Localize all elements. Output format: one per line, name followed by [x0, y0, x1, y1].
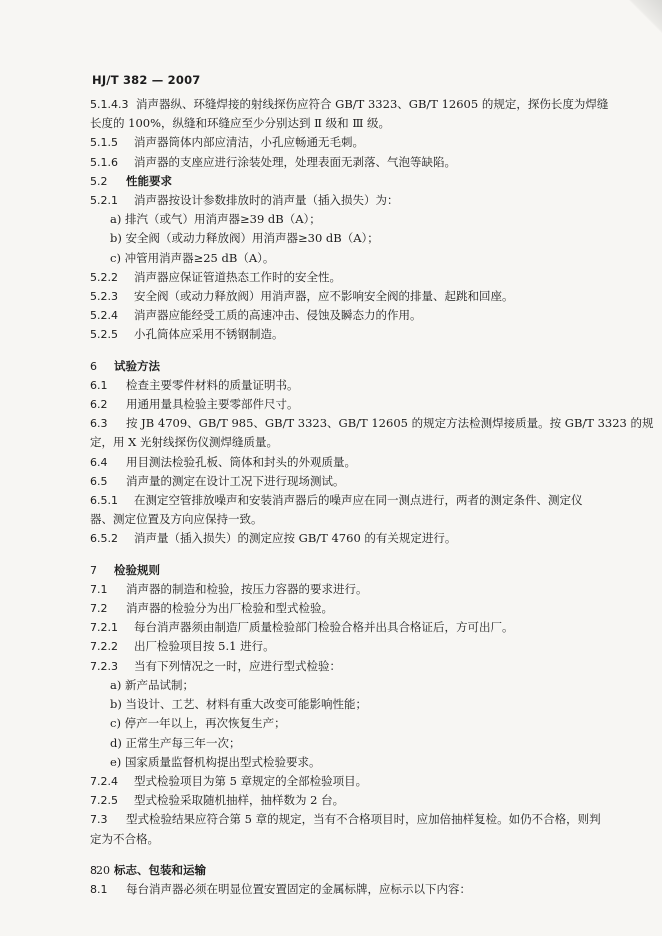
clause-continuation: [90, 114, 576, 133]
clause-text: 消声器纵、环缝焊接的射线探伤应符合 GB/T 3323、GB/T 12605 的规定，探伤长度为焊缝: [136, 97, 609, 111]
clause-text: 试验方法: [114, 358, 160, 373]
clause-text: 定为不合格。: [90, 831, 159, 846]
numbered-clause: [90, 599, 576, 618]
clause-number: 7.2.5: [90, 794, 118, 808]
clause-number: 5.2: [90, 174, 108, 188]
clause-number: 7.2.4: [90, 774, 118, 788]
standard-code-header: HJ/T 382 — 2007: [92, 73, 201, 87]
list-item: [90, 249, 576, 268]
clause-text: c) 冲管用消声器≥25 dB（A）。: [110, 250, 275, 265]
numbered-clause: [90, 287, 576, 306]
clause-text: 用通用量具检验主要零部件尺寸。: [126, 397, 299, 412]
numbered-clause: [90, 657, 576, 676]
clause-continuation: [90, 433, 576, 452]
clause-text: 标志、包装和运输: [114, 862, 206, 877]
list-item: [90, 753, 576, 772]
clause-text: a) 排汽（或气）用消声器≥39 dB（A）；: [110, 212, 321, 227]
clause-text: 检查主要零件材料的质量证明书。: [126, 377, 299, 392]
numbered-clause: [90, 453, 576, 472]
numbered-clause: [90, 268, 576, 287]
list-item: [90, 734, 576, 753]
clause-number: 5.2.2: [90, 270, 118, 284]
numbered-clause: [90, 414, 654, 433]
clause-continuation: [90, 830, 576, 849]
clause-text: 安全阀（或动力释放阀）用消声器，应不影响安全阀的排量、起跳和回座。: [134, 289, 514, 304]
clause-number: 8: [90, 863, 97, 877]
clause-number: 5.2.3: [90, 290, 118, 304]
clause-number: 6.2: [90, 398, 108, 412]
numbered-clause: [90, 618, 576, 637]
clause-continuation: [90, 510, 576, 529]
clause-number: 5.2.1: [90, 194, 118, 208]
clause-number: 7.2.1: [90, 621, 118, 635]
clause-text: 消声器按设计参数排放时的消声量（插入损失）为：: [134, 193, 399, 208]
numbered-clause: [90, 472, 576, 491]
clause-text: 型式检验项目为第 5 章规定的全部检验项目。: [134, 773, 368, 788]
numbered-clause: [90, 880, 576, 899]
clause-text: 消声器筒体内部应清洁，小孔应畅通无毛刺。: [134, 135, 364, 150]
numbered-clause: [90, 191, 576, 210]
clause-number: 7.1: [90, 582, 108, 596]
clause-text: a) 新产品试制；: [110, 677, 194, 692]
page-corner-fold: [628, 0, 662, 34]
clause-text: 型式检验结果应符合第 5 章的规定，当有不合格项目时，应加倍抽样复检。如仍不合格，则判: [126, 812, 601, 827]
numbered-clause: [90, 637, 576, 656]
clause-text: d) 正常生产每三年一次；: [110, 735, 241, 750]
clause-text: 消声器应保证管道热态工作时的安全性。: [134, 269, 341, 284]
clause-number: 7.2.3: [90, 659, 118, 673]
clause-number: 5.1.5: [90, 136, 118, 150]
numbered-clause: [90, 306, 576, 325]
clause-number: 7.3: [90, 813, 108, 827]
clause-text: 消声器的检验分为出厂检验和型式检验。: [126, 601, 333, 616]
clause-text: 消声器的制造和检验，按压力容器的要求进行。: [126, 581, 368, 596]
numbered-clause: [90, 772, 576, 791]
numbered-clause: [90, 95, 609, 114]
section-spacer: [90, 345, 576, 357]
section-heading: [90, 561, 576, 580]
section-spacer: [90, 849, 576, 861]
numbered-clause: [90, 153, 576, 172]
clause-text: 用目测法检验孔板、筒体和封头的外观质量。: [126, 454, 356, 469]
clause-text: 消声器应能经受工质的高速冲击、侵蚀及瞬态力的作用。: [134, 308, 422, 323]
section-spacer: [90, 549, 576, 561]
clause-number: 8.1: [90, 882, 108, 896]
clause-text: 每台消声器须由制造厂质量检验部门检验合格并出具合格证后，方可出厂。: [134, 620, 514, 635]
clause-text: 器、测定位置及方向应保持一致。: [90, 512, 263, 527]
document-body: [90, 95, 654, 899]
clause-number: 5.2.4: [90, 309, 118, 323]
numbered-clause: [90, 810, 601, 829]
clause-number: 7.2.2: [90, 640, 118, 654]
numbered-clause: [90, 395, 576, 414]
clause-number: 6: [90, 359, 97, 373]
clause-number: 5.1.4.3: [90, 98, 129, 111]
clause-text: 消声量的测定在设计工况下进行现场测试。: [126, 473, 345, 488]
page-number: 20: [96, 864, 110, 877]
clause-text: 检验规则: [114, 562, 160, 577]
clause-text: b) 当设计、工艺、材料有重大改变可能影响性能；: [110, 697, 368, 712]
clause-text: 小孔筒体应采用不锈钢制造。: [134, 327, 284, 342]
clause-number: 7.2: [90, 602, 108, 616]
subsection-heading: [90, 172, 576, 191]
numbered-clause: [90, 529, 576, 548]
numbered-clause: [90, 376, 576, 395]
clause-text: c) 停产一年以上，再次恢复生产；: [110, 716, 286, 731]
clause-text: 型式检验采取随机抽样，抽样数为 2 台。: [134, 793, 345, 808]
numbered-clause: [90, 491, 583, 510]
clause-text: 消声量（插入损失）的测定应按 GB/T 4760 的有关规定进行。: [134, 531, 457, 546]
clause-number: 5.2.5: [90, 328, 118, 342]
clause-number: 6.4: [90, 455, 108, 469]
numbered-clause: [90, 580, 576, 599]
list-item: [90, 714, 576, 733]
clause-text: 消声器的支座应进行涂装处理，处理表面无剥落、气泡等缺陷。: [134, 154, 456, 169]
clause-number: 6.5: [90, 474, 108, 488]
clause-number: 6.5.1: [90, 494, 118, 508]
clause-text: 每台消声器必须在明显位置安置固定的金属标牌，应标示以下内容：: [126, 881, 471, 896]
clause-text: b) 安全阀（或动力释放阀）用消声器≥30 dB（A）；: [110, 231, 379, 246]
clause-text: e) 国家质量监督机构提出型式检验要求。: [110, 754, 321, 769]
list-item: [90, 229, 576, 248]
clause-text: 出厂检验项目按 5.1 进行。: [134, 639, 275, 654]
section-heading: [90, 861, 576, 880]
numbered-clause: [90, 791, 576, 810]
clause-text: 按 JB 4709、GB/T 985、GB/T 3323、GB/T 12605 的规定方法检测焊接质量。按 GB/T 3323 的规: [126, 416, 654, 431]
clause-text: 在测定空管排放噪声和安装消声器后的噪声应在同一测点进行，两者的测定条件、测定仪: [134, 493, 583, 508]
clause-text: 当有下列情况之一时，应进行型式检验：: [134, 658, 341, 673]
list-item: [90, 210, 576, 229]
list-item: [90, 695, 576, 714]
clause-number: 6.5.2: [90, 532, 118, 546]
section-heading: [90, 357, 576, 376]
list-item: [90, 676, 576, 695]
numbered-clause: [90, 133, 576, 152]
clause-number: 6.1: [90, 378, 108, 392]
clause-text: 长度的 100%，纵缝和环缝应至少分别达到 Ⅱ 级和 Ⅲ 级。: [90, 116, 391, 131]
clause-number: 7: [90, 563, 97, 577]
clause-text: 定，用 X 光射线探伤仪测焊缝质量。: [90, 435, 278, 450]
clause-text: 性能要求: [126, 173, 172, 188]
clause-number: 6.3: [90, 417, 108, 431]
clause-number: 5.1.6: [90, 155, 118, 169]
numbered-clause: [90, 325, 576, 344]
